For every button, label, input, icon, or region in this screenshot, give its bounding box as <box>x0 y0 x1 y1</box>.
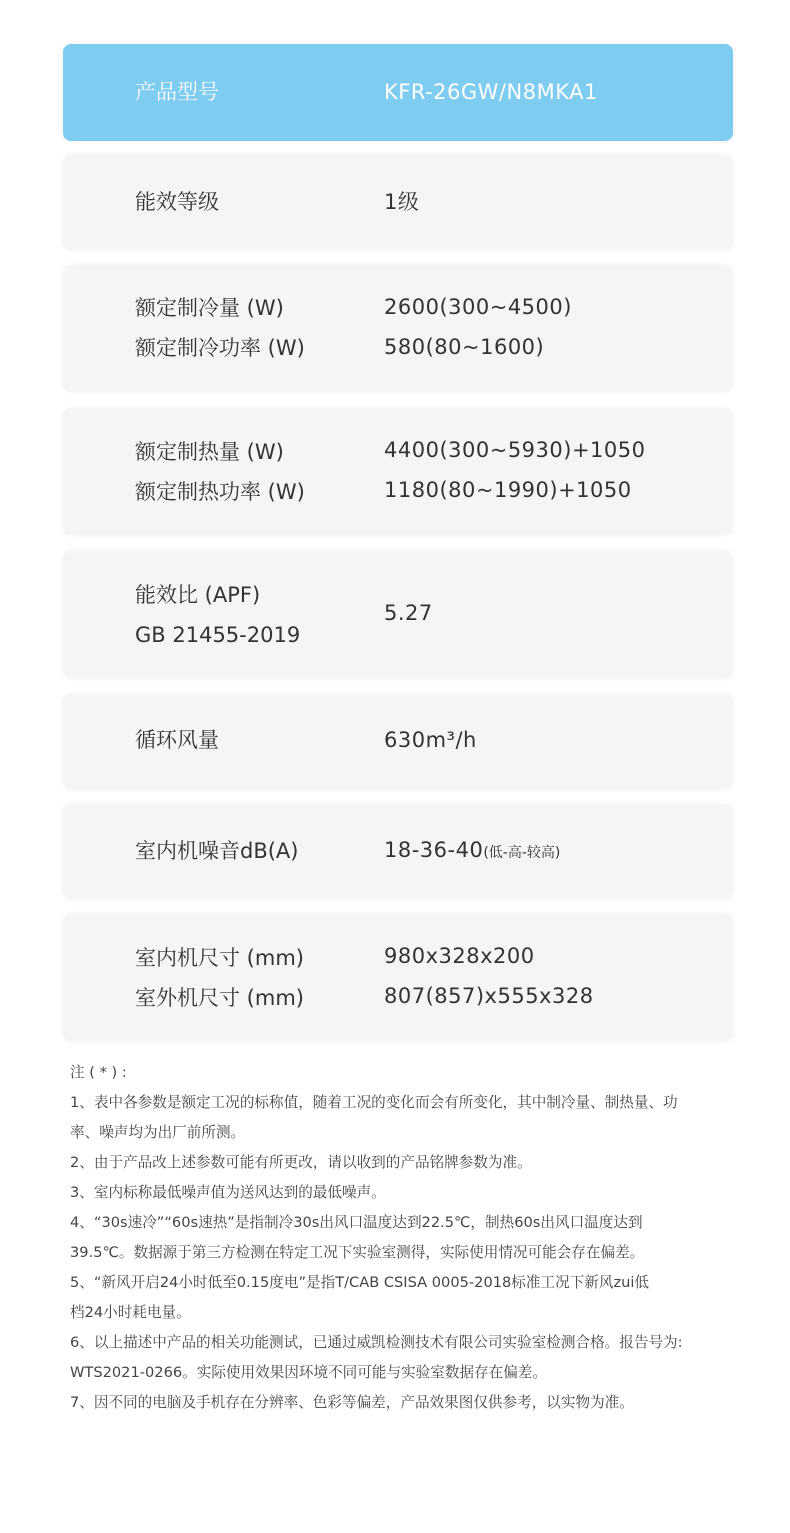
spec-label-indoor-size: 室内机尺寸 (mm) <box>135 946 304 970</box>
spec-label-noise: 室内机噪音dB(A) <box>135 839 299 863</box>
spec-row-heating <box>63 408 733 535</box>
spec-label-heating-capacity: 额定制热量 (W) <box>135 440 284 464</box>
footnote-line: 4、“30s速冷”“60s速热”是指制冷30s出风口温度达到22.5℃，制热60s出风口温度达到 <box>70 1214 643 1231</box>
spec-label-cooling-capacity: 额定制冷量 (W) <box>135 296 284 320</box>
spec-value-efficiency-grade: 1级 <box>384 190 420 214</box>
footnote-line: 率、噪声均为出厂前所测。 <box>70 1124 246 1141</box>
spec-label-efficiency-grade: 能效等级 <box>135 190 219 214</box>
footnote-line: 5、“新风开启24小时低至0.15度电”是指T/CAB CSISA 0005-2018标准工况下新风zui低 <box>70 1274 650 1291</box>
spec-value-noise-note: (低-高-较高) <box>483 845 561 861</box>
spec-label-apf-standard: GB 21455-2019 <box>135 623 301 647</box>
spec-row-noise <box>63 804 733 899</box>
spec-label-model: 产品型号 <box>135 80 219 104</box>
spec-value-airflow: 630m³/h <box>384 728 477 752</box>
spec-row-cooling <box>63 265 733 392</box>
spec-row-efficiency-grade <box>63 155 733 250</box>
spec-row-apf <box>63 551 733 678</box>
spec-label-apf: 能效比 (APF) <box>135 583 261 607</box>
footnotes <box>70 1058 750 1418</box>
footnote-line: 2、由于产品改上述参数可能有所更改，请以收到的产品铭牌参数为准。 <box>70 1154 532 1171</box>
spec-value-cooling-capacity: 2600(300~4500) <box>384 295 572 319</box>
spec-value-noise <box>384 830 560 874</box>
spec-label-outdoor-size: 室外机尺寸 (mm) <box>135 986 304 1010</box>
spec-value-noise-levels: 18-36-40 <box>384 838 484 862</box>
spec-row-airflow <box>63 694 733 789</box>
spec-label-cooling-power: 额定制冷功率 (W) <box>135 336 305 360</box>
footnotes-heading: 注 ( * ) : <box>70 1064 127 1081</box>
footnote-line: 7、因不同的电脑及手机存在分辨率、色彩等偏差，产品效果图仅供参考，以实物为准。 <box>70 1394 634 1411</box>
spec-row-size <box>63 914 733 1041</box>
spec-value-outdoor-size: 807(857)x555x328 <box>384 984 594 1008</box>
spec-value-heating-power: 1180(80~1990)+1050 <box>384 478 632 502</box>
footnote-line: 1、表中各参数是额定工况的标称值，随着工况的变化而会有所变化，其中制冷量、制热量、功 <box>70 1094 678 1111</box>
spec-value-cooling-power: 580(80~1600) <box>384 335 545 359</box>
spec-value-model: KFR-26GW/N8MKA1 <box>384 80 598 104</box>
footnote-line: WTS2021-0266。实际使用效果因环境不同可能与实验室数据存在偏差。 <box>70 1364 547 1381</box>
spec-value-apf: 5.27 <box>384 601 433 625</box>
spec-value-heating-capacity: 4400(300~5930)+1050 <box>384 438 646 462</box>
spec-row-model <box>63 44 733 141</box>
footnote-line: 档24小时耗电量。 <box>70 1304 191 1321</box>
footnote-line: 39.5℃。数据源于第三方检测在特定工况下实验室测得，实际使用情况可能会存在偏差。 <box>70 1244 645 1261</box>
footnote-line: 3、室内标称最低噪声值为送风达到的最低噪声。 <box>70 1184 386 1201</box>
spec-value-indoor-size: 980x328x200 <box>384 944 535 968</box>
spec-label-heating-power: 额定制热功率 (W) <box>135 480 305 504</box>
footnote-line: 6、以上描述中产品的相关功能测试，已通过威凯检测技术有限公司实验室检测合格。报告号为: <box>70 1334 683 1351</box>
spec-label-airflow: 循环风量 <box>135 728 219 752</box>
